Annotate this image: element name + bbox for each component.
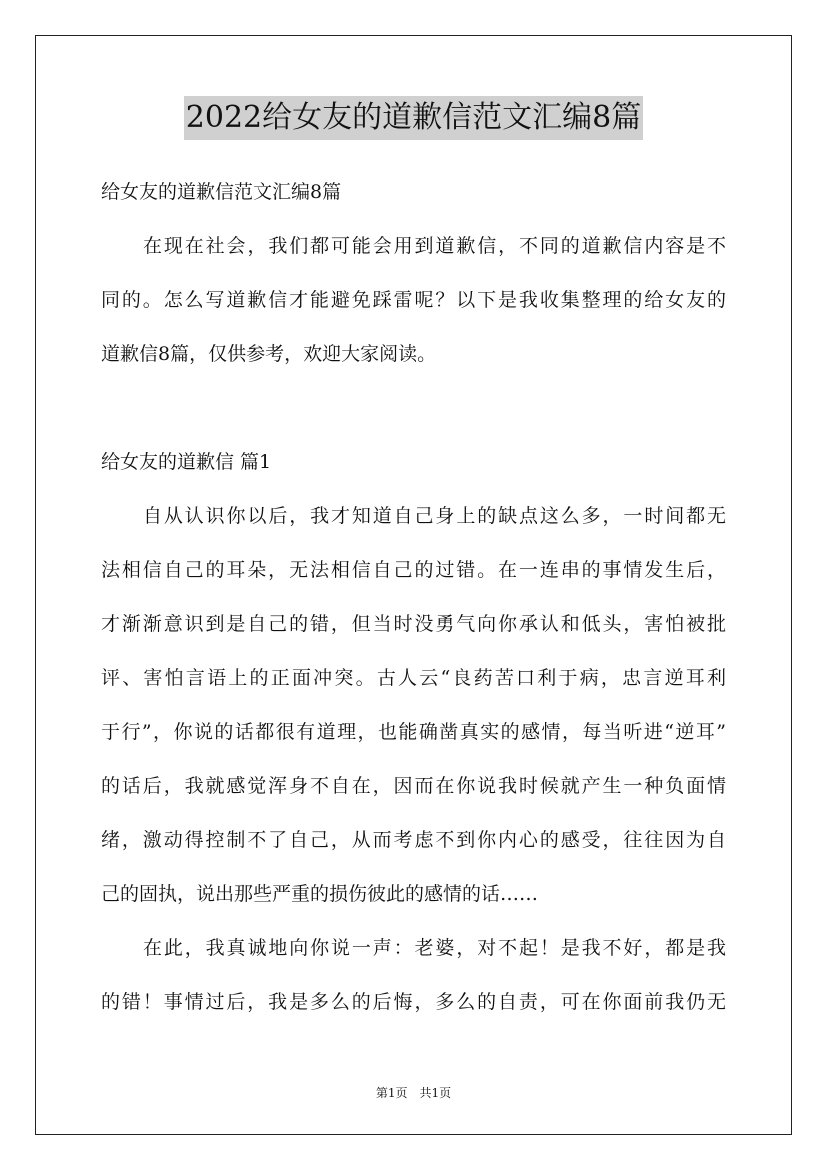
paragraph-line: 评、害怕言语上的正面冲突。古人云“良药苦口利于病，忠言逆耳利 [101,667,726,689]
intro-line: 道歉信8篇，仅供参考，欢迎大家阅读。 [101,343,437,365]
page-number: 第1页 [375,1086,408,1100]
page-footer [0,1085,827,1101]
paragraph-line: 自从认识你以后，我才知道自己身上的缺点这么多，一时间都无 [143,505,726,527]
paragraph-line: 绪，激动得控制不了自己，从而考虑不到你内心的感受，往往因为自 [101,829,726,851]
intro-line: 在现在社会，我们都可能会用到道歉信，不同的道歉信内容是不 [143,235,726,257]
section-heading: 给女友的道歉信 篇1 [101,451,272,473]
paragraph-line: 己的固执，说出那些严重的损伤彼此的感情的话…… [101,883,539,905]
title-container [0,96,827,140]
document-title: 2022给女友的道歉信范文汇编8篇 [184,96,643,140]
intro-line: 同的。怎么写道歉信才能避免踩雷呢？以下是我收集整理的给女友的 [101,289,726,311]
paragraph-line: 的话后，我就感觉浑身不自在，因而在你说我时候就产生一种负面情 [101,775,726,797]
page-total: 共1页 [419,1086,452,1100]
paragraph-line: 才渐渐意识到是自己的错，但当时没勇气向你承认和低头，害怕被批 [101,613,726,635]
paragraph-line: 的错！事情过后，我是多么的后悔，多么的自责，可在你面前我仍无 [101,991,726,1013]
paragraph-line: 于行”，你说的话都很有道理，也能确凿真实的感情，每当听进“逆耳” [101,721,726,743]
paragraph-line: 在此，我真诚地向你说一声：老婆，对不起！是我不好，都是我 [143,937,726,959]
document-subtitle: 给女友的道歉信范文汇编8篇 [101,181,342,203]
paragraph-gap [101,381,726,435]
document-body [101,165,726,1029]
paragraph-line: 法相信自己的耳朵，无法相信自己的过错。在一连串的事情发生后， [101,559,726,581]
